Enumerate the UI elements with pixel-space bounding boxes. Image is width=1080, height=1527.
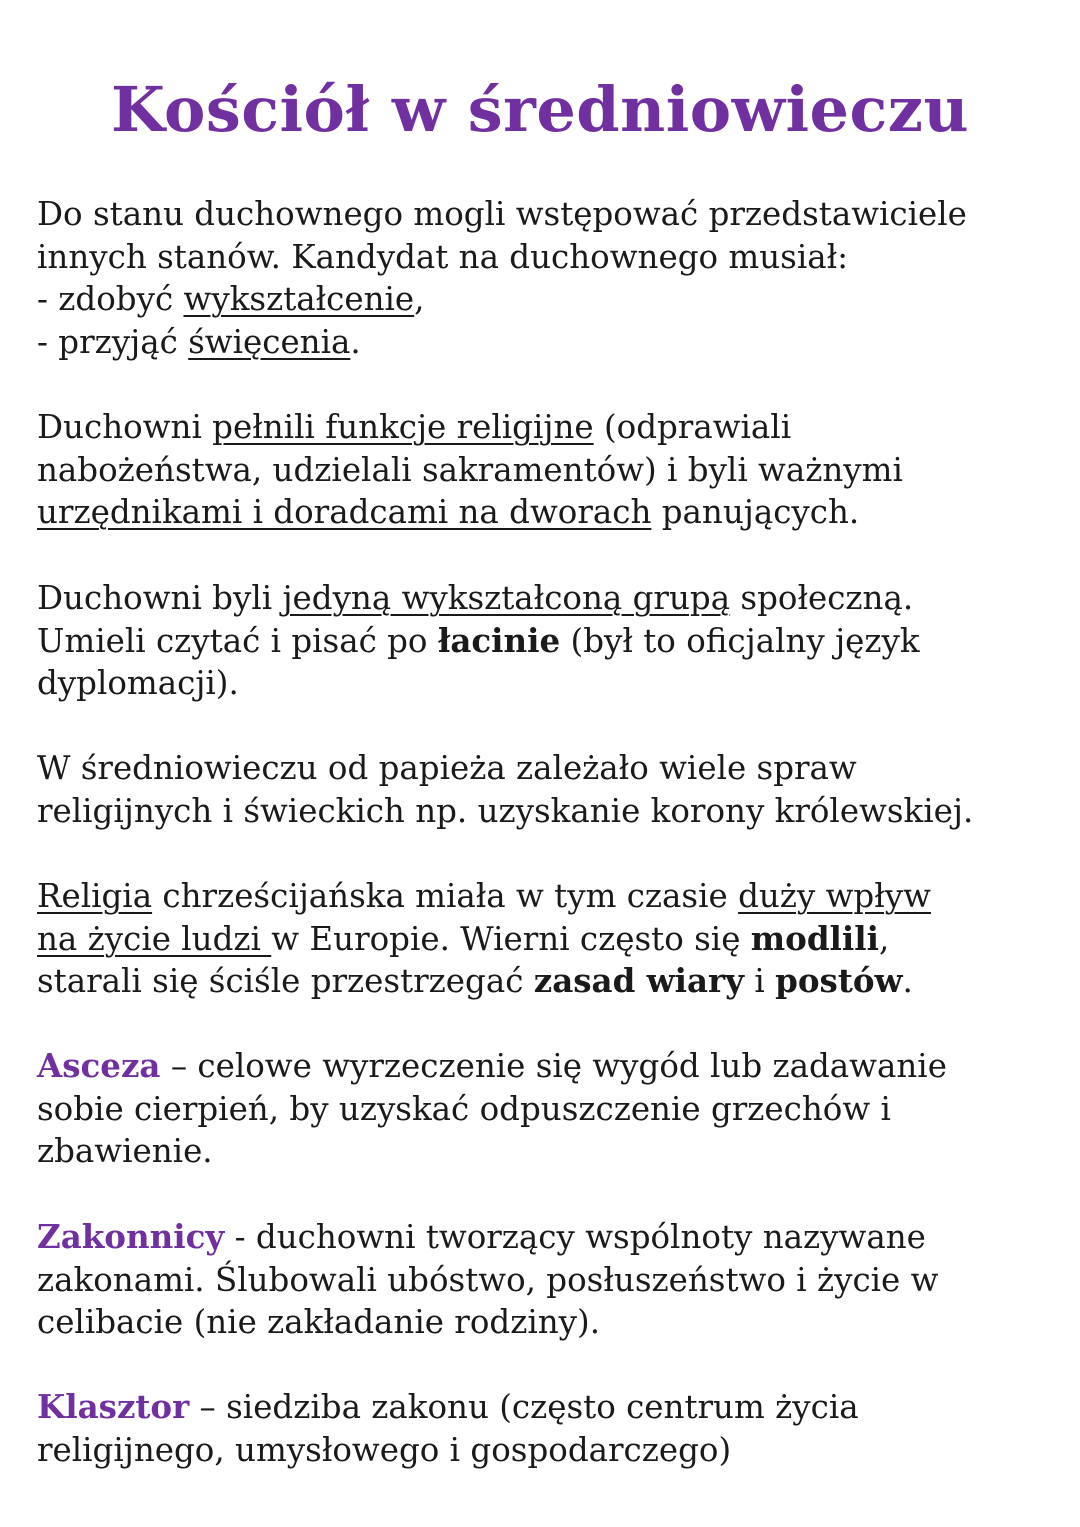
bold-term: postów	[775, 961, 903, 1000]
underlined-term: Religia	[37, 877, 153, 915]
text-line: zakonami. Ślubowali ubóstwo, posłuszeństwo i życie w	[37, 1260, 939, 1299]
paragraph-educated-group	[37, 577, 1057, 705]
underlined-term: na życie ludzi	[37, 919, 272, 958]
text-line: zbawienie.	[37, 1132, 213, 1170]
paragraph-pope	[37, 747, 1057, 832]
definition-asceza	[37, 1045, 1057, 1173]
paragraph-clergy-entry	[37, 193, 1057, 363]
definition-term: Klasztor	[37, 1387, 190, 1426]
text-line: Duchowni pełnili funkcje religijne (odprawiali	[37, 408, 792, 446]
text-line: religijnego, umysłowego i gospodarczego)	[37, 1430, 732, 1469]
list-item-ordination: - przyjąć święcenia.	[37, 322, 361, 361]
bold-term: łacinie	[437, 620, 561, 660]
underlined-term: pełnili funkcje religijne	[212, 408, 594, 446]
text-line: Umieli czytać i pisać po łacinie (był to oficjalny język	[37, 620, 920, 660]
definition-klasztor	[37, 1386, 1057, 1471]
text-line: religijnych i świeckich np. uzyskanie korony królewskiej.	[37, 791, 974, 830]
underlined-term: duży wpływ	[738, 877, 931, 915]
text-line: Do stanu duchownego mogli wstępować przedstawiciele	[37, 195, 967, 233]
bold-term: zasad wiary	[533, 961, 745, 1000]
underlined-term: jedyną wykształconą grupą	[282, 579, 731, 617]
underlined-term: urzędnikami i doradcami na dworach	[37, 493, 652, 531]
paragraph-religion	[37, 875, 1057, 1003]
text-line: Zakonnicy - duchowni tworzący wspólnoty nazywane	[37, 1217, 926, 1256]
text-line: Duchowni byli jedyną wykształconą grupą społeczną.	[37, 579, 914, 617]
text-line: sobie cierpień, by uzyskać odpuszczenie grzechów i	[37, 1089, 891, 1128]
paragraph-clergy-functions	[37, 406, 1057, 534]
page-title: Kościół w średniowieczu	[110, 73, 970, 146]
text-line: urzędnikami i doradcami na dworach panujących.	[37, 493, 860, 531]
underlined-term: wykształcenie	[183, 280, 415, 318]
underlined-term: święcenia	[188, 322, 351, 361]
text-line: nabożeństwa, udzielali sakramentów) i byli ważnymi	[37, 450, 903, 489]
text-line: na życie ludzi w Europie. Wierni często się modlili,	[37, 918, 890, 958]
text-line: dyplomacji).	[37, 664, 239, 702]
definition-term: Zakonnicy	[37, 1217, 225, 1256]
text-line: Klasztor – siedziba zakonu (często centrum życia	[37, 1387, 859, 1426]
text-line: celibacie (nie zakładanie rodziny).	[37, 1303, 601, 1341]
definition-term: Asceza	[37, 1046, 161, 1085]
text-line: W średniowieczu od papieża zależało wiele spraw	[37, 749, 857, 787]
text-line: starali się ściśle przestrzegać zasad wiary i postów.	[37, 961, 913, 1000]
bold-term: modlili	[750, 918, 879, 958]
definition-zakonnicy	[37, 1216, 1057, 1344]
text-line: Religia chrześcijańska miała w tym czasie duży wpływ	[37, 877, 931, 915]
list-item-education: - zdobyć wykształcenie,	[37, 280, 425, 318]
text-line: Asceza – celowe wyrzeczenie się wygód lub zadawanie	[37, 1046, 947, 1085]
text-line: innych stanów. Kandydat na duchownego musiał:	[37, 237, 849, 276]
